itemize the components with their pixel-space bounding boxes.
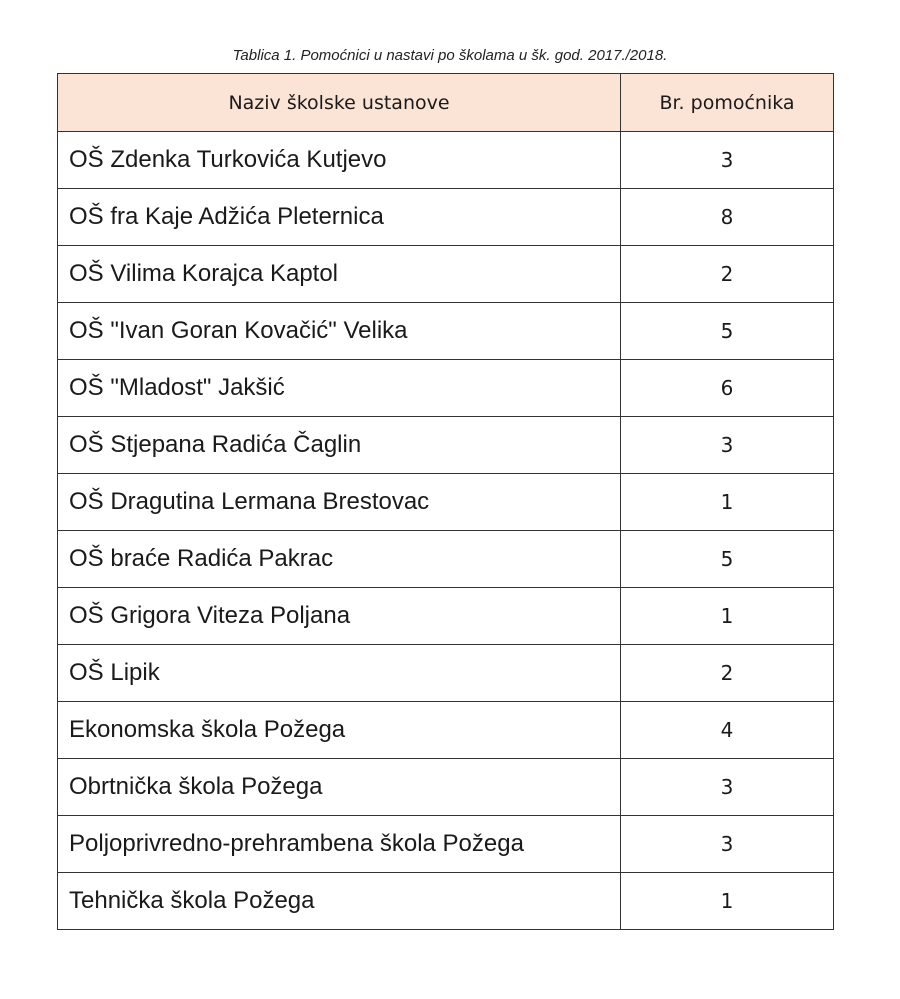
assistant-count-cell: 3	[621, 132, 834, 189]
table-row	[58, 189, 834, 246]
table-row	[58, 588, 834, 645]
table-row	[58, 645, 834, 702]
table-row	[58, 360, 834, 417]
assistant-count-cell: 1	[621, 474, 834, 531]
column-header-assistant-count: Br. pomoćnika	[621, 74, 834, 132]
school-name-cell: Tehnička škola Požega	[58, 873, 621, 930]
school-name-cell: OŠ Grigora Viteza Poljana	[58, 588, 621, 645]
assistant-count-cell: 5	[621, 531, 834, 588]
school-name-cell: OŠ Lipik	[58, 645, 621, 702]
table-row	[58, 246, 834, 303]
assistant-count-cell: 6	[621, 360, 834, 417]
assistant-count-cell: 8	[621, 189, 834, 246]
school-name-cell: Obrtnička škola Požega	[58, 759, 621, 816]
table-row	[58, 873, 834, 930]
table-row	[58, 702, 834, 759]
assistants-table	[57, 73, 834, 930]
assistant-count-cell: 4	[621, 702, 834, 759]
table-row	[58, 759, 834, 816]
school-name-cell: OŠ Stjepana Radića Čaglin	[58, 417, 621, 474]
table-row	[58, 132, 834, 189]
table-row	[58, 531, 834, 588]
table-row	[58, 474, 834, 531]
school-name-cell: OŠ Dragutina Lermana Brestovac	[58, 474, 621, 531]
school-name-cell: Poljoprivredno-prehrambena škola Požega	[58, 816, 621, 873]
table-caption: Tablica 1. Pomoćnici u nastavi po školama u šk. god. 2017./2018.	[232, 47, 668, 64]
table-row	[58, 303, 834, 360]
column-header-school-name: Naziv školske ustanove	[58, 74, 621, 132]
school-name-cell: Ekonomska škola Požega	[58, 702, 621, 759]
assistant-count-cell: 3	[621, 759, 834, 816]
table-row	[58, 417, 834, 474]
assistant-count-cell: 2	[621, 246, 834, 303]
assistant-count-cell: 1	[621, 873, 834, 930]
assistant-count-cell: 3	[621, 816, 834, 873]
assistant-count-cell: 3	[621, 417, 834, 474]
table-row	[58, 816, 834, 873]
school-name-cell: OŠ fra Kaje Adžića Pleternica	[58, 189, 621, 246]
assistant-count-cell: 2	[621, 645, 834, 702]
table-header-row	[58, 74, 834, 132]
assistant-count-cell: 1	[621, 588, 834, 645]
school-name-cell: OŠ "Ivan Goran Kovačić" Velika	[58, 303, 621, 360]
school-name-cell: OŠ Vilima Korajca Kaptol	[58, 246, 621, 303]
school-name-cell: OŠ braće Radića Pakrac	[58, 531, 621, 588]
assistant-count-cell: 5	[621, 303, 834, 360]
school-name-cell: OŠ "Mladost" Jakšić	[58, 360, 621, 417]
school-name-cell: OŠ Zdenka Turkovića Kutjevo	[58, 132, 621, 189]
